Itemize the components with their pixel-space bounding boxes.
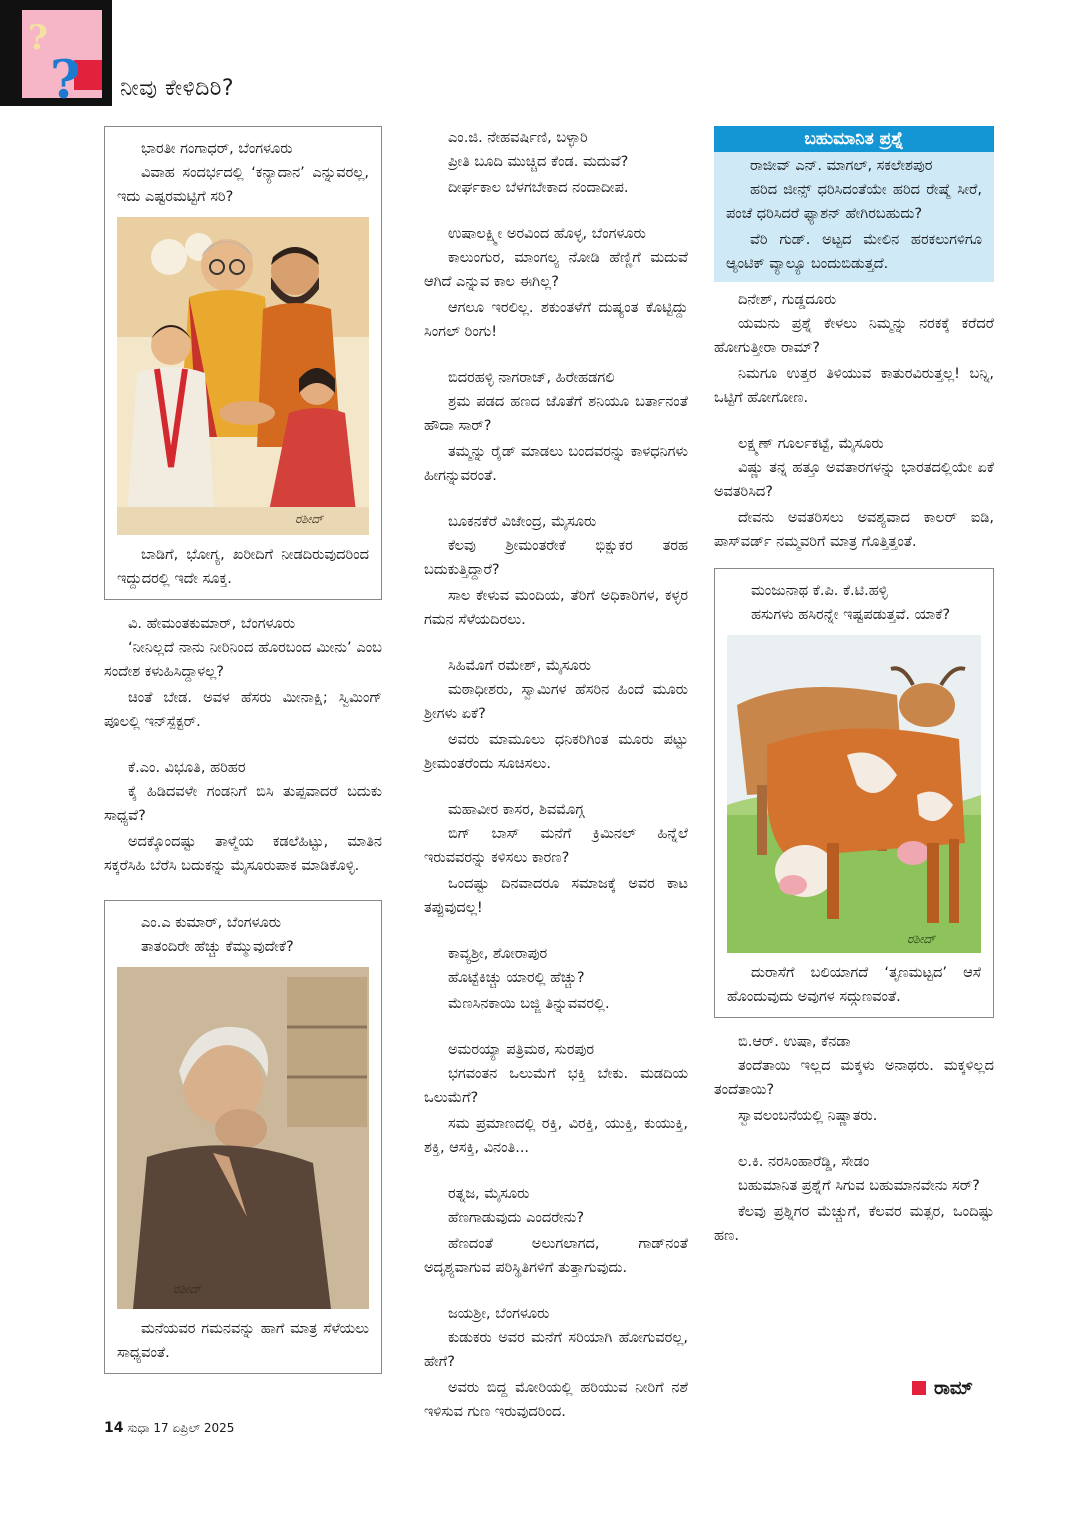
answer: ವೆರಿ ಗುಡ್. ಅಟ್ಟದ ಮೇಲಿನ ಹರಕಲುಗಳಿಗೂ ಆ್ಯಂಟಿಕ್ ವ್ಯಾಲ್ಯೂ ಬಂದುಬಿಡುತ್ತದೆ. <box>726 232 982 272</box>
qa-box-kanyadana <box>104 126 382 600</box>
asker-name: ಬಿ.ಆರ್. ಉಷಾ, ಕೆನಡಾ <box>738 1034 851 1050</box>
asker-name: ವಿ. ಹೇಮಂತಕುಮಾರ್, ಬೆಂಗಳೂರು <box>128 616 296 632</box>
illustrator-signature: ರಶೀದ್ <box>295 512 324 526</box>
question: ಹೊಟ್ಟೆಕಿಚ್ಚು ಯಾರಲ್ಲಿ ಹೆಚ್ಚು? <box>448 970 585 986</box>
question: ಯಮನು ಪ್ರಶ್ನೆ ಕೇಳಲು ನಿಮ್ಮನ್ನು ನರಕಕ್ಕೆ ಕರೆದರೆ ಹೋಗುತ್ತೀರಾ ರಾಮ್? <box>714 316 994 356</box>
illustrator-signature: ರಶೀದ್ <box>173 1282 202 1296</box>
question: ಕಾಲುಂಗುರ, ಮಾಂಗಲ್ಯ ನೋಡಿ ಹೆಣ್ಣಿಗೆ ಮದುವೆ ಆಗಿದೆ ಎನ್ನುವ ಕಾಲ ಈಗಿಲ್ಲ? <box>424 250 688 290</box>
question: ಶ್ರಮ ಪಡದ ಹಣದ ಜೊತೆಗೆ ಶನಿಯೂ ಬರ್ತಾನಂತೆ ಹೌದಾ ಸಾರ್? <box>424 394 688 434</box>
asker-name: ಮಂಜುನಾಥ ಕೆ.ಪಿ. ಕೆ.ಟಿ.ಹಳ್ಳಿ <box>751 583 888 599</box>
question: ‘ನೀನಿಲ್ಲದೆ ನಾನು ನೀರಿನಿಂದ ಹೊರಬಂದ ಮೀನು’ ಎಂಬ ಸಂದೇಶ ಕಳುಹಿಸಿದ್ದಾಳಲ್ಲ? <box>104 640 382 680</box>
answer: ದೇವನು ಅವತರಿಸಲು ಅವಶ್ಯವಾದ ಕಾಲರ್ ಐಡಿ, ಪಾಸ್‌ವರ್ಡ್ ನಮ್ಮವರಿಗೆ ಮಾತ್ರ ಗೊತ್ತಿತ್ತಂತೆ. <box>714 510 994 550</box>
column-2 <box>424 126 688 1446</box>
answer: ನಿಮಗೂ ಉತ್ತರ ತಿಳಿಯುವ ಕಾತುರವಿರುತ್ತಲ್ಲ! ಬನ್ನಿ, ಒಟ್ಟಿಗೆ ಹೋಗೋಣ. <box>714 366 994 406</box>
qa-item <box>714 432 994 554</box>
question: ಬಹುಮಾನಿತ ಪ್ರಶ್ನೆಗೆ ಸಿಗುವ ಬಹುಮಾನವೇನು ಸರ್? <box>738 1178 980 1194</box>
column-logo: ? ? <box>0 0 112 106</box>
answer: ಹೆಣದಂತೆ ಅಲುಗಲಾಗದ, ಗಾಡ್‌ನಂತೆ ಅದೃಶ್ಯವಾಗುವ ಪರಿಸ್ಥಿತಿಗಳಿಗೆ ತುತ್ತಾಗುವುದು. <box>424 1236 688 1276</box>
question: ಹರಿದ ಜೀನ್ಸ್ ಧರಿಸಿದಂತೆಯೇ ಹರಿದ ರೇಷ್ಮೆ ಸೀರೆ, ಪಂಚೆ ಧರಿಸಿದರೆ ಫ್ಯಾಶನ್ ಹೇಗಿರಬಹುದು? <box>726 182 982 222</box>
illustrator-signature: ರಶೀದ್ <box>907 932 936 946</box>
qa-item <box>424 1038 688 1160</box>
asker-name: ಬೂಕನಕೆರೆ ವಿಜೇಂದ್ರ, ಮೈಸೂರು <box>448 514 597 530</box>
question: ಹೆಣಗಾಡುವುದು ಎಂದರೇನು? <box>448 1210 585 1226</box>
asker-name: ಕೆ.ಎಂ. ವಿಭೂತಿ, ಹರಿಹರ <box>128 760 246 776</box>
answer: ಅದಕ್ಕೊಂದಷ್ಟು ತಾಳ್ಮೆಯ ಕಡಲೆಹಿಟ್ಟು, ಮಾತಿನ ಸಕ್ಕರೆಸಿಹಿ ಬೆರೆಸಿ ಬದುಕನ್ನು ಮೈಸೂರುಪಾಕ ಮಾಡಿಕೊಳ್ಳಿ. <box>104 834 382 874</box>
asker-name: ಲ.ಕಿ. ನರಸಿಂಹಾರೆಡ್ಡಿ, ಸೇಡಂ <box>738 1154 870 1170</box>
qa-item <box>714 1030 994 1128</box>
asker-name: ಎಂ.ಜಿ. ನೇಹವರ್ಷಿಣಿ, ಬಳ್ಳಾರಿ <box>448 130 588 146</box>
page-number: 14 <box>104 1420 124 1436</box>
answer: ಆಗಲೂ ಇರಲಿಲ್ಲ. ಶಕುಂತಳೆಗೆ ದುಷ್ಯಂತ ಕೊಟ್ಟಿದ್ದು ಸಿಂಗಲ್ ರಿಂಗು! <box>424 300 688 340</box>
question: ವಿಷ್ಣು ತನ್ನ ಹತ್ತೂ ಅವತಾರಗಳನ್ನು ಭಾರತದಲ್ಲಿಯೇ ಏಕೆ ಅವತರಿಸಿದ? <box>714 460 994 500</box>
answer: ಬಾಡಿಗೆ, ಭೋಗ್ಯ, ಖರೀದಿಗೆ ನೀಡದಿರುವುದರಿಂದ ಇದ್ದುದರಲ್ಲಿ ಇದೇ ಸೂಕ್ತ. <box>117 547 369 587</box>
page-title: ನೀವು ಕೇಳಿದಿರಿ? <box>120 76 235 101</box>
page-footer <box>104 1420 234 1436</box>
qa-item <box>424 654 688 776</box>
coughing-grandfather-illustration <box>117 967 369 1309</box>
asker-name: ಸಿಹಿಮೊಗೆ ರಮೇಶ್, ಮೈಸೂರು <box>448 658 592 674</box>
question: ಕೆಲವು ಶ್ರೀಮಂತರೇಕೆ ಭಿಕ್ಷುಕರ ತರಹ ಬದುಕುತ್ತಿದ್ದಾರೆ? <box>424 538 688 578</box>
author-name: ರಾಮ್ <box>934 1378 973 1399</box>
featured-question-box <box>714 126 994 282</box>
column-1 <box>104 126 382 1374</box>
qa-item <box>714 1150 994 1248</box>
qa-item <box>104 612 382 734</box>
answer: ಮೆಣಸಿನಕಾಯಿ ಬಜ್ಜಿ ತಿನ್ನುವವರಲ್ಲಿ. <box>448 996 610 1012</box>
answer: ಸಾಲ ಕೇಳುವ ಮಂದಿಯ, ತೆರಿಗೆ ಅಧಿಕಾರಿಗಳ, ಕಳ್ಳರ ಗಮನ ಸೆಳೆಯದಿರಲು. <box>424 588 688 628</box>
qa-box-cows <box>714 568 994 1018</box>
asker-name: ಮಹಾವೀರ ಕಾಸರ, ಶಿವಮೊಗ್ಗ <box>448 802 585 818</box>
question: ಹಸುಗಳು ಹಸಿರನ್ನೇ ಇಷ್ಟಪಡುತ್ತವೆ. ಯಾಕೆ? <box>751 607 951 623</box>
asker-name: ಜಯಶ್ರೀ, ಬೆಂಗಳೂರು <box>448 1306 550 1322</box>
answer: ಅವರು ಬಿದ್ದ ಮೋರಿಯಲ್ಲಿ ಹರಿಯುವ ನೀರಿಗೆ ನಶೆ ಇಳಿಸುವ ಗುಣ ಇರುವುದರಿಂದ. <box>424 1380 688 1420</box>
question: ಬಿಗ್ ಬಾಸ್ ಮನೆಗೆ ಕ್ರಿಮಿನಲ್ ಹಿನ್ನೆಲೆ ಇರುವವರನ್ನು ಕಳಿಸಲು ಕಾರಣ? <box>424 826 688 866</box>
asker-name: ಲಕ್ಷ್ಮಣ್ ಗೂರ್ಲಕಟ್ಟೆ, ಮೈಸೂರು <box>738 436 884 452</box>
qa-item <box>424 942 688 1016</box>
question: ವಿವಾಹ ಸಂದರ್ಭದಲ್ಲಿ ‘ಕನ್ಯಾದಾನ’ ಎನ್ನುವರಲ್ಲ, ಇದು ಎಷ್ಟರಮಟ್ಟಿಗೆ ಸರಿ? <box>117 165 369 205</box>
qa-item <box>424 510 688 632</box>
qa-box-grandfather <box>104 900 382 1374</box>
answer: ಸಮ ಪ್ರಮಾಣದಲ್ಲಿ ರಕ್ತಿ, ವಿರಕ್ತಿ, ಯುಕ್ತಿ, ಕುಯುಕ್ತಿ, ಶಕ್ತಿ, ಆಸಕ್ತಿ, ವಿನಂತಿ... <box>424 1116 688 1156</box>
question: ಮಠಾಧೀಶರು, ಸ್ವಾಮಿಗಳ ಹೆಸರಿನ ಹಿಂದೆ ಮೂರು ಶ್ರೀಗಳು ಏಕೆ? <box>424 682 688 722</box>
column-3 <box>714 126 994 1270</box>
issue-date: 17 ಏಪ್ರಿಲ್ 2025 <box>153 1421 235 1435</box>
asker-name: ದಿನೇಶ್, ಗುಡ್ಡದೂರು <box>738 292 837 308</box>
asker-name: ಬಿದರಹಳ್ಳಿ ನಾಗರಾಜ್, ಹಿರೇಹಡಗಲಿ <box>448 370 615 386</box>
question: ತಾತಂದಿರೇ ಹೆಚ್ಚು ಕೆಮ್ಮುವುದೇಕೆ? <box>141 939 294 955</box>
featured-question-title: ಬಹುಮಾನಿತ ಪ್ರಶ್ನೆ <box>714 126 994 152</box>
author-signoff <box>912 1378 973 1399</box>
answer: ತಮ್ಮನ್ನು ರೈಡ್ ಮಾಡಲು ಬಂದವರನ್ನು ಕಾಳಧನಿಗಳು ಹೀಗನ್ನುವರಂತೆ. <box>424 444 688 484</box>
qa-item <box>424 222 688 344</box>
qa-item <box>424 366 688 488</box>
answer: ಅವರು ಮಾಮೂಲು ಧನಿಕರಿಗಿಂತ ಮೂರು ಪಟ್ಟು ಶ್ರೀಮಂತರೆಂದು ಸೂಚಿಸಲು. <box>424 732 688 772</box>
question: ತಂದೆತಾಯಿ ಇಲ್ಲದ ಮಕ್ಕಳು ಅನಾಥರು. ಮಕ್ಕಳಿಲ್ಲದ ತಂದೆತಾಯಿ? <box>714 1058 994 1098</box>
cows-illustration <box>727 635 981 953</box>
question: ಕುಡುಕರು ಅವರ ಮನೆಗೆ ಸರಿಯಾಗಿ ಹೋಗುವರಲ್ಲ, ಹೇಗೆ? <box>424 1330 688 1370</box>
question: ಪ್ರೀತಿ ಬೂದಿ ಮುಚ್ಚಿದ ಕೆಂಡ. ಮದುವೆ? <box>448 154 629 170</box>
red-square-icon <box>912 1381 926 1395</box>
answer: ದೀರ್ಘಕಾಲ ಬೆಳಗಬೇಕಾದ ನಂದಾದೀಪ. <box>448 180 629 196</box>
question: ಭಗವಂತನ ಒಲುಮೆಗೆ ಭಕ್ತಿ ಬೇಕು. ಮಡದಿಯ ಒಲುಮೆಗೆ? <box>424 1066 688 1106</box>
qa-item <box>424 1302 688 1424</box>
qa-item <box>424 1182 688 1280</box>
asker-name: ಎಂ.ಎ ಕುಮಾರ್, ಬೆಂಗಳೂರು <box>141 915 282 931</box>
asker-name: ರತ್ನಜ, ಮೈಸೂರು <box>448 1186 530 1202</box>
qa-item <box>424 798 688 920</box>
qa-item <box>104 756 382 878</box>
question: ಕೈ ಹಿಡಿದವಳೇ ಗಂಡನಿಗೆ ಬಿಸಿ ತುಪ್ಪವಾದರೆ ಬದುಕು ಸಾಧ್ಯವೆ? <box>104 784 382 824</box>
answer: ಒಂದಷ್ಟು ದಿನವಾದರೂ ಸಮಾಜಕ್ಕೆ ಅವರ ಕಾಟ ತಪ್ಪುವುದಲ್ಲ! <box>424 876 688 916</box>
answer: ಸ್ವಾವಲಂಬನೆಯಲ್ಲಿ ನಿಷ್ಣಾತರು. <box>738 1108 878 1124</box>
asker-name: ಉಷಾಲಕ್ಷ್ಮೀ ಅರವಿಂದ ಹೊಳ್ಳ, ಬೆಂಗಳೂರು <box>448 226 646 242</box>
asker-name: ರಾಜೀವ್ ಎನ್. ಮಾಗಲ್, ಸಕಲೇಶಪುರ <box>750 158 933 174</box>
wedding-illustration <box>117 217 369 535</box>
answer: ದುರಾಸೆಗೆ ಬಲಿಯಾಗದೆ ‘ತೃಣಮಟ್ಟದ’ ಆಸೆ ಹೊಂದುವುದು ಅವುಗಳ ಸದ್ಗುಣವಂತೆ. <box>727 965 981 1005</box>
asker-name: ಅಮರಯ್ಯಾ ಪತ್ರಿಮಠ, ಸುರಪುರ <box>448 1042 594 1058</box>
qa-item <box>714 288 994 410</box>
qa-item <box>424 126 688 200</box>
answer: ಮನೆಯವರ ಗಮನವನ್ನು ಹಾಗೆ ಮಾತ್ರ ಸೆಳೆಯಲು ಸಾಧ್ಯವಂತೆ. <box>117 1321 369 1361</box>
asker-name: ಕಾವ್ಯಶ್ರೀ, ಶೋರಾಪುರ <box>448 946 548 962</box>
answer: ಚಿಂತೆ ಬೇಡ. ಅವಳ ಹೆಸರು ಮೀನಾಕ್ಷಿ; ಸ್ವಿಮಿಂಗ್ ಪೂಲಲ್ಲಿ ಇನ್‌ಸ್ಪೆಕ್ಟರ್. <box>104 690 382 730</box>
asker-name: ಭಾರತೀ ಗಂಗಾಧರ್, ಬೆಂಗಳೂರು <box>141 141 293 157</box>
magazine-name: ಸುಧಾ <box>127 1421 150 1435</box>
answer: ಕೆಲವು ಪ್ರಶ್ನಿಗರ ಮೆಚ್ಚುಗೆ, ಕೆಲವರ ಮತ್ಸರ, ಒಂದಿಷ್ಟು ಹಣ. <box>714 1204 994 1244</box>
